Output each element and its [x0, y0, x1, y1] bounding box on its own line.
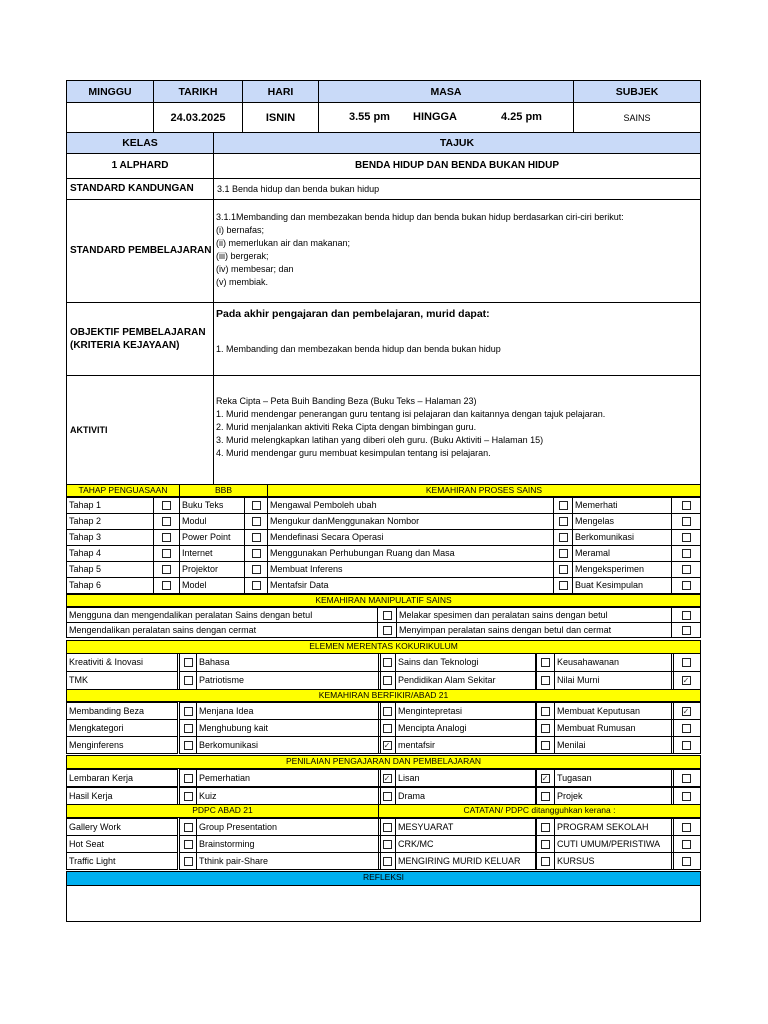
proses-item: Mengeksperimen	[572, 561, 672, 578]
elemen-item: TMK	[66, 671, 178, 690]
elemen-checkbox[interactable]: ✓	[682, 676, 690, 685]
pdpc-item: Traffic Light	[66, 852, 178, 870]
masa-value[interactable]	[318, 102, 574, 133]
berfikir-checkbox[interactable]	[541, 741, 550, 750]
penilaian-item: Drama	[395, 787, 537, 805]
pdpc-item: Hot Seat	[66, 835, 178, 853]
proses-checkbox[interactable]	[682, 581, 691, 590]
penilaian-checkbox[interactable]	[682, 792, 691, 801]
elemen-checkbox[interactable]	[682, 658, 691, 667]
proses-item: Mengukur danMenggunakan Nombor	[267, 513, 554, 530]
elemen-header: ELEMEN MERENTAS KOKURIKULUM	[66, 640, 701, 654]
elemen-item: Sains dan Teknologi	[395, 653, 537, 672]
standard-pembelajaran-label	[66, 199, 214, 303]
penilaian-checkbox[interactable]	[184, 774, 193, 783]
penilaian-checkbox[interactable]: ✓	[383, 773, 391, 783]
proses-item: Mendefinasi Secara Operasi	[267, 529, 554, 546]
standard-kandungan-label	[66, 178, 214, 200]
elemen-item: Patriotisme	[196, 671, 381, 690]
subjek-value[interactable]	[573, 102, 701, 133]
tahap-checkbox[interactable]	[162, 565, 171, 574]
elemen-item: Nilai Murni	[554, 671, 674, 690]
catatan-header: CATATAN/ PDPC ditangguhkan kerana :	[378, 804, 701, 818]
berfikir-item: Menilai	[554, 736, 674, 754]
pdpc-checkbox[interactable]	[541, 857, 550, 866]
objektif-intro: Pada akhir pengajaran dan pembelajaran, murid dapat:	[216, 308, 490, 320]
penilaian-checkbox[interactable]	[682, 774, 691, 783]
kelas-text: 1 ALPHARD	[111, 160, 169, 171]
tahap-item: Tahap 6	[66, 577, 154, 594]
subjek-text: SAINS	[623, 112, 651, 123]
tahap-item: Tahap 5	[66, 561, 154, 578]
manipulatif-checkbox[interactable]	[383, 611, 392, 620]
penilaian-item: Kuiz	[196, 787, 381, 805]
pdpc-checkbox[interactable]	[682, 840, 691, 849]
pdpc-checkbox[interactable]	[184, 823, 193, 832]
proses-item: Menggunakan Perhubungan Ruang dan Masa	[267, 545, 554, 562]
objektif-label-text: OBJEKTIF PEMBELAJARAN (KRITERIA KEJAYAAN)	[70, 327, 206, 351]
kelas-header	[66, 132, 214, 154]
pdpc-checkbox[interactable]	[383, 857, 392, 866]
sk-value-text: 3.1 Benda hidup dan benda bukan hidup	[217, 184, 380, 194]
proses-item: Mengelas	[572, 513, 672, 530]
penilaian-checkbox[interactable]	[383, 792, 392, 801]
pdpc-item: PROGRAM SEKOLAH	[554, 818, 674, 836]
bbb-checkbox[interactable]	[252, 581, 261, 590]
bbb-item: Projektor	[179, 561, 245, 578]
berfikir-header: KEMAHIRAN BERFIKIR/ABAD 21	[66, 689, 701, 702]
subjek-header	[573, 80, 701, 103]
penilaian-checkbox[interactable]	[541, 792, 550, 801]
objektif-label	[66, 302, 214, 376]
aktiviti-label-text: AKTIVITI	[70, 425, 108, 435]
penilaian-item: Hasil Kerja	[66, 787, 178, 805]
proses-checkbox[interactable]	[682, 533, 691, 542]
bbb-checkbox[interactable]	[252, 549, 261, 558]
tajuk-text: BENDA HIDUP DAN BENDA BUKAN HIDUP	[354, 160, 560, 171]
proses-checkbox[interactable]	[682, 565, 691, 574]
berfikir-item: mentafsir	[395, 736, 537, 754]
berfikir-checkbox[interactable]	[682, 741, 691, 750]
tahap-checkbox[interactable]	[162, 517, 171, 526]
elemen-checkbox[interactable]	[383, 676, 392, 685]
elemen-checkbox[interactable]	[541, 658, 550, 667]
berfikir-item: Mengkategori	[66, 719, 178, 737]
sp-label-text: STANDARD PEMBELAJARAN	[70, 245, 212, 256]
pdpc-checkbox[interactable]	[682, 823, 691, 832]
bbb-item: Modul	[179, 513, 245, 530]
tarikh-label: TARIKH	[178, 85, 218, 98]
proses-checkbox[interactable]	[559, 517, 568, 526]
bbb-checkbox[interactable]	[252, 517, 261, 526]
berfikir-item: Membuat Keputusan	[554, 702, 674, 720]
proses-item: Membuat Inferens	[267, 561, 554, 578]
tarikh-text: 24.03.2025	[170, 111, 226, 124]
berfikir-checkbox[interactable]: ✓	[383, 740, 391, 750]
pdpc-item: Tthink pair-Share	[196, 852, 381, 870]
penilaian-item: Pemerhatian	[196, 769, 381, 787]
pdpc-checkbox[interactable]	[383, 823, 392, 832]
proses-checkbox[interactable]	[682, 517, 691, 526]
kelas-value[interactable]	[66, 153, 214, 179]
proses-checkbox[interactable]	[559, 533, 568, 542]
manipulatif-header: KEMAHIRAN MANIPULATIF SAINS	[66, 594, 701, 607]
masa-header	[318, 80, 574, 103]
berfikir-checkbox[interactable]	[184, 741, 193, 750]
proses-item: Mentafsir Data	[267, 577, 554, 594]
elemen-item: Kreativiti & Inovasi	[66, 653, 178, 672]
penilaian-item: Lisan	[395, 769, 537, 787]
berfikir-item: Membuat Rumusan	[554, 719, 674, 737]
penilaian-item: Tugasan	[554, 769, 674, 787]
berfikir-checkbox[interactable]	[541, 707, 550, 716]
masa-end: 4.25 pm	[501, 111, 542, 123]
proses-item: Memerhati	[572, 497, 672, 514]
hari-text: ISNIN	[265, 111, 296, 124]
manipulatif-item: Menyimpan peralatan sains dengan betul dan cermat	[396, 622, 672, 638]
pdpc-abad21-header: PDPC ABAD 21	[66, 804, 379, 818]
berfikir-checkbox[interactable]	[682, 724, 691, 733]
manipulatif-checkbox[interactable]	[682, 611, 691, 620]
masa-label: MASA	[430, 85, 462, 98]
berfikir-item: Mengintepretasi	[395, 702, 537, 720]
berfikir-checkbox[interactable]	[541, 724, 550, 733]
bbb-item: Power Point	[179, 529, 245, 546]
pdpc-checkbox[interactable]	[184, 857, 193, 866]
hari-value[interactable]	[242, 102, 319, 133]
elemen-item: Keusahawanan	[554, 653, 674, 672]
penilaian-checkbox[interactable]: ✓	[541, 773, 549, 783]
berfikir-item: Membanding Beza	[66, 702, 178, 720]
berfikir-checkbox[interactable]	[383, 707, 392, 716]
tahap-item: Tahap 3	[66, 529, 154, 546]
pdpc-checkbox[interactable]	[682, 857, 691, 866]
pdpc-checkbox[interactable]	[541, 840, 550, 849]
penilaian-item: Projek	[554, 787, 674, 805]
pdpc-item: Brainstorming	[196, 835, 381, 853]
berfikir-item: Mencipta Analogi	[395, 719, 537, 737]
berfikir-item: Berkomunikasi	[196, 736, 381, 754]
objektif-text: 1. Membanding dan membezakan benda hidup dan benda bukan hidup	[216, 344, 501, 354]
manipulatif-item: Melakar spesimen dan peralatan sains dengan betul	[396, 607, 672, 623]
aktiviti-value[interactable]: Reka Cipta – Peta Buih Banding Beza (Buku Teks – Halaman 23) 1. Murid mendengar penerangan guru tentang isi pelajaran dan kaitannya dengan tajuk pelajaran. 2. Murid menjalankan aktiviti Reka Cipta dengan bimbingan guru. 3. Murid melengkapkan latihan yang diberi oleh guru. (Buku Aktiviti – Halaman 15) 4. Murid mendengar guru membuat kesimpulan tentang isi pelajaran.	[213, 375, 701, 485]
bbb-item: Internet	[179, 545, 245, 562]
pdpc-item: Gallery Work	[66, 818, 178, 836]
tahap-checkbox[interactable]	[162, 501, 171, 510]
tarikh-value[interactable]	[153, 102, 243, 133]
berfikir-checkbox[interactable]	[184, 707, 193, 716]
elemen-checkbox[interactable]	[383, 658, 392, 667]
pdpc-checkbox[interactable]	[541, 823, 550, 832]
proses-item: Mengawal Pemboleh ubah	[267, 497, 554, 514]
pdpc-item: CRK/MC	[395, 835, 537, 853]
pdpc-item: MESYUARAT	[395, 818, 537, 836]
proses-sains-header: KEMAHIRAN PROSES SAINS	[267, 484, 701, 497]
proses-checkbox[interactable]	[682, 549, 691, 558]
bbb-checkbox[interactable]	[252, 565, 261, 574]
subjek-label: SUBJEK	[615, 85, 659, 98]
tahap-item: Tahap 2	[66, 513, 154, 530]
pdpc-checkbox[interactable]	[184, 840, 193, 849]
berfikir-item: Menjana Idea	[196, 702, 381, 720]
manipulatif-item: Mengguna dan mengendalikan peralatan Sains dengan betul	[66, 607, 378, 623]
refleksi-header: REFLEKSI	[66, 871, 701, 886]
kelas-label: KELAS	[122, 137, 158, 149]
tajuk-label: TAJUK	[439, 137, 475, 149]
berfikir-item: Menghubung kait	[196, 719, 381, 737]
manipulatif-checkbox[interactable]	[383, 626, 392, 635]
minggu-label: MINGGU	[88, 85, 132, 98]
elemen-item: Pendidikan Alam Sekitar	[395, 671, 537, 690]
hari-label: HARI	[267, 85, 294, 98]
tahap-item: Tahap 1	[66, 497, 154, 514]
bbb-checkbox[interactable]	[252, 533, 261, 542]
minggu-value[interactable]	[66, 102, 154, 133]
proses-item: Meramal	[572, 545, 672, 562]
berfikir-item: Menginferens	[66, 736, 178, 754]
bbb-item: Model	[179, 577, 245, 594]
proses-checkbox[interactable]	[682, 501, 691, 510]
manipulatif-checkbox[interactable]	[682, 626, 691, 635]
elemen-checkbox[interactable]	[184, 676, 193, 685]
manipulatif-item: Mengendalikan peralatan sains dengan cermat	[66, 622, 378, 638]
elemen-checkbox[interactable]	[184, 658, 193, 667]
refleksi-value[interactable]	[66, 885, 701, 922]
proses-checkbox[interactable]	[559, 549, 568, 558]
bbb-header: BBB	[179, 484, 268, 497]
tahap-checkbox[interactable]	[162, 533, 171, 542]
sk-label-text: STANDARD KANDUNGAN	[70, 183, 194, 194]
pdpc-item: Group Presentation	[196, 818, 381, 836]
elemen-item: Bahasa	[196, 653, 381, 672]
pdpc-checkbox[interactable]	[383, 840, 392, 849]
berfikir-checkbox[interactable]: ✓	[682, 706, 690, 716]
objektif-value[interactable]	[213, 302, 701, 376]
pdpc-item: MENGIRING MURID KELUAR	[395, 852, 537, 870]
standard-kandungan-value[interactable]	[213, 178, 701, 200]
hari-header	[242, 80, 319, 103]
pdpc-item: KURSUS	[554, 852, 674, 870]
proses-checkbox[interactable]	[559, 581, 568, 590]
proses-checkbox[interactable]	[559, 501, 568, 510]
minggu-header	[66, 80, 154, 103]
masa-start: 3.55 pm	[349, 111, 390, 123]
tarikh-header	[153, 80, 243, 103]
tahap-checkbox[interactable]	[162, 549, 171, 558]
standard-pembelajaran-value[interactable]: 3.1.1Membanding dan membezakan benda hidup dan benda bukan hidup berdasarkan ciri-ciri berikut: (i) bernafas; (ii) memerlukan air dan makanan; (iii) bergerak; (iv) membesar; dan (v) membiak.	[213, 199, 701, 303]
penilaian-item: Lembaran Kerja	[66, 769, 178, 787]
proses-checkbox[interactable]	[559, 565, 568, 574]
tajuk-header	[213, 132, 701, 154]
bbb-item: Buku Teks	[179, 497, 245, 514]
tahap-checkbox[interactable]	[162, 581, 171, 590]
penilaian-header: PENILAIAN PENGAJARAN DAN PEMBELAJARAN	[66, 755, 701, 769]
berfikir-checkbox[interactable]	[383, 724, 392, 733]
aktiviti-label	[66, 375, 214, 485]
masa-separator: HINGGA	[413, 111, 457, 123]
proses-item: Buat Kesimpulan	[572, 577, 672, 594]
proses-item: Berkomunikasi	[572, 529, 672, 546]
berfikir-checkbox[interactable]	[184, 724, 193, 733]
tahap-penguasaan-header: TAHAP PENGUASAAN	[66, 484, 180, 497]
elemen-checkbox[interactable]	[541, 676, 550, 685]
tahap-item: Tahap 4	[66, 545, 154, 562]
bbb-checkbox[interactable]	[252, 501, 261, 510]
pdpc-item: CUTI UMUM/PERISTIWA	[554, 835, 674, 853]
penilaian-checkbox[interactable]	[184, 792, 193, 801]
tajuk-value[interactable]	[213, 153, 701, 179]
